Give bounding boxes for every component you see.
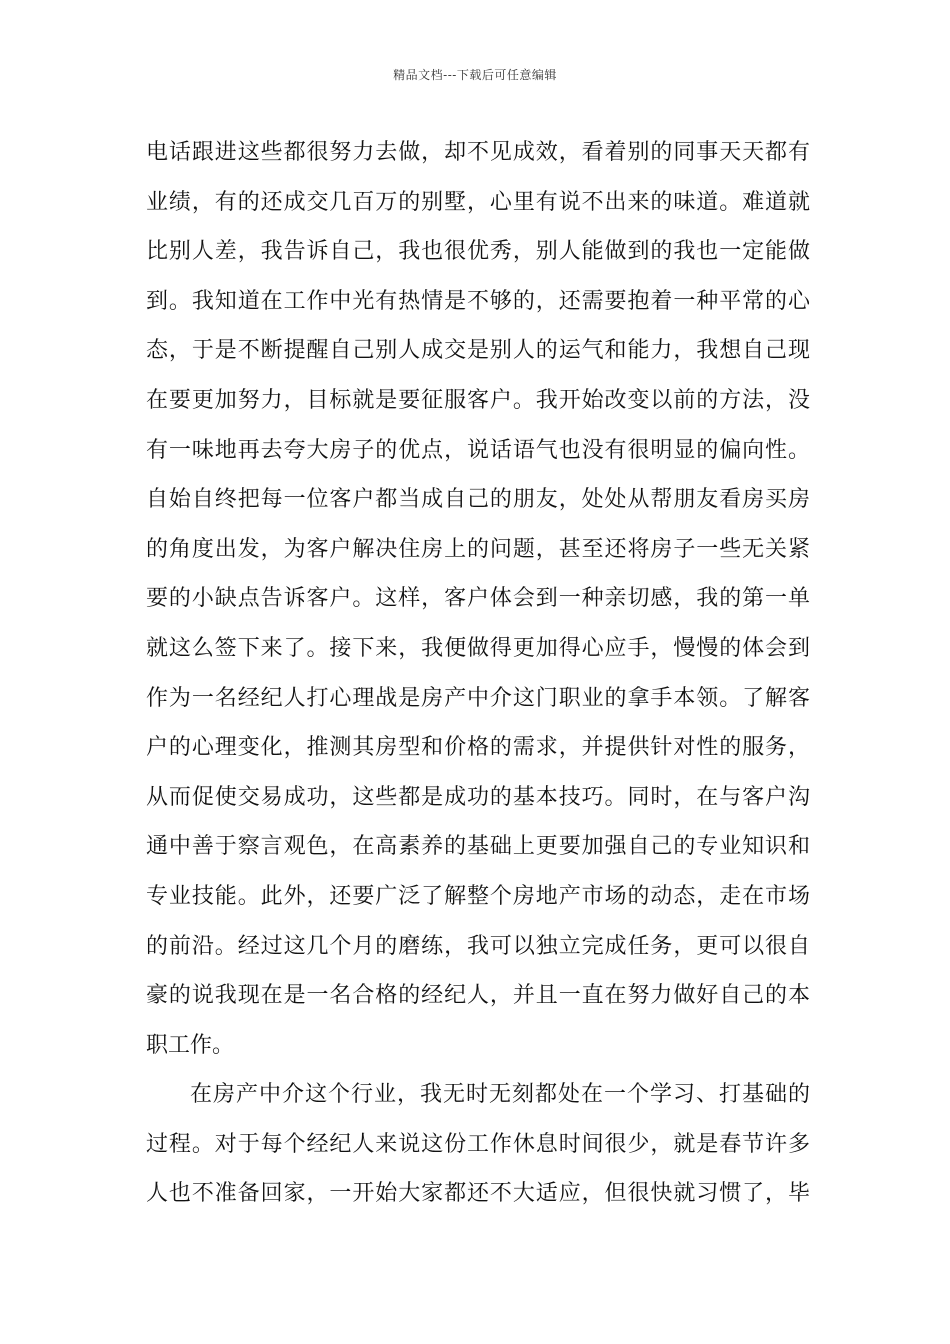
- paragraph-2: [146, 1070, 810, 1219]
- text-line: 在要更加努力，目标就是要征服客户。我开始改变以前的方法，没: [146, 387, 810, 413]
- paragraph-1: [146, 128, 810, 1070]
- text-line: 户的心理变化，推测其房型和价格的需求，并提供针对性的服务，: [146, 735, 810, 761]
- text-line: 专业技能。此外，还要广泛了解整个房地产市场的动态，走在市场: [146, 883, 810, 909]
- text-line: 业绩，有的还成交几百万的别墅，心里有说不出来的味道。难道就: [146, 189, 810, 215]
- text-line: 自始自终把每一位客户都当成自己的朋友，处处从帮朋友看房买房: [146, 487, 810, 513]
- text-line: 通中善于察言观色，在高素养的基础上更要加强自己的专业知识和: [146, 834, 810, 860]
- text-line: 从而促使交易成功，这些都是成功的基本技巧。同时，在与客户沟: [146, 784, 810, 810]
- text-line: 职工作。: [146, 1032, 235, 1058]
- text-line: 的前沿。经过这几个月的磨练，我可以独立完成任务，更可以很自: [146, 933, 810, 959]
- text-line: 电话跟进这些都很努力去做，却不见成效，看着别的同事天天都有: [146, 140, 810, 165]
- text-line: 到。我知道在工作中光有热情是不够的，还需要抱着一种平常的心: [146, 288, 810, 314]
- text-line: 有一味地再去夸大房子的优点，说话语气也没有很明显的偏向性。: [146, 437, 810, 463]
- text-line: 要的小缺点告诉客户。这样，客户体会到一种亲切感，我的第一单: [146, 586, 810, 612]
- text-line: 就这么签下来了。接下来，我便做得更加得心应手，慢慢的体会到: [146, 635, 810, 661]
- text-line: 在房产中介这个行业，我无时无刻都处在一个学习、打基础的: [190, 1082, 810, 1108]
- page-header: 精品文档---下载后可任意编辑: [393, 68, 557, 82]
- text-line: 过程。对于每个经纪人来说这份工作休息时间很少，就是春节许多: [146, 1131, 810, 1157]
- text-line: 人也不准备回家，一开始大家都还不大适应，但很快就习惯了，毕: [146, 1181, 810, 1207]
- text-line: 态，于是不断提醒自己别人成交是别人的运气和能力，我想自己现: [146, 338, 810, 364]
- text-line: 的角度出发，为客户解决住房上的问题，甚至还将房子一些无关紧: [146, 536, 810, 562]
- document-body: [146, 128, 810, 1219]
- text-line: 作为一名经纪人打心理战是房产中介这门职业的拿手本领。了解客: [146, 685, 810, 711]
- text-line: 豪的说我现在是一名合格的经纪人，并且一直在努力做好自己的本: [146, 983, 810, 1009]
- text-line: 比别人差，我告诉自己，我也很优秀，别人能做到的我也一定能做: [146, 239, 810, 265]
